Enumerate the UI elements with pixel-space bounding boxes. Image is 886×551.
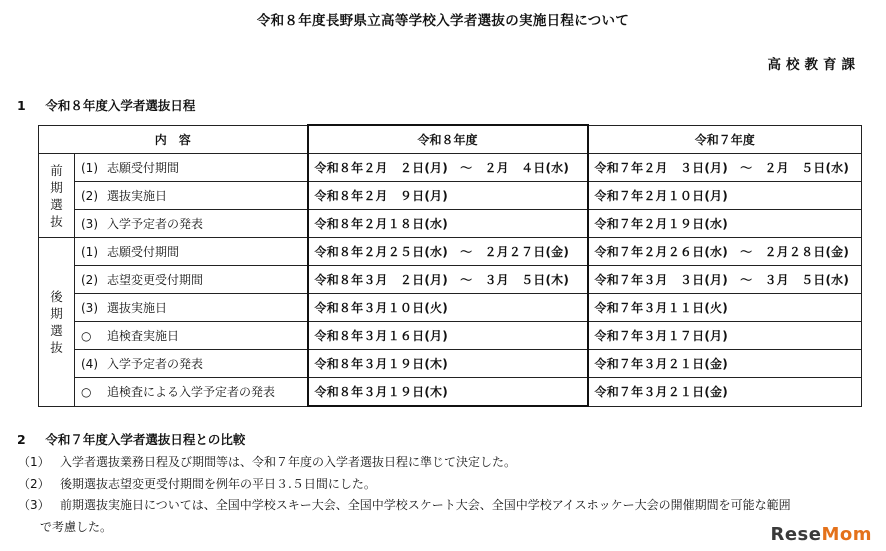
row-r8-date: 令和８年３月 ２日(月) ～ ３月 ５日(木)	[308, 266, 588, 294]
row-item: (4) 入学予定者の発表	[75, 350, 308, 378]
row-r8-date: 令和８年３月１６日(月)	[308, 322, 588, 350]
row-r8-date: 令和８年３月１０日(火)	[308, 294, 588, 322]
row-r7-date: 令和７年３月１１日(火)	[588, 294, 862, 322]
row-r7-date: 令和７年３月１７日(月)	[588, 322, 862, 350]
schedule-table	[38, 124, 862, 407]
row-r7-date: 令和７年２月 ３日(月) ～ ２月 ５日(水)	[588, 154, 862, 182]
table-row	[39, 322, 862, 350]
row-item: ○ 追検査実施日	[75, 322, 308, 350]
table-row	[39, 266, 862, 294]
header-r8: 令和８年度	[308, 125, 588, 154]
section-2-title: 令和７年度入学者選抜日程との比較	[45, 432, 246, 447]
comparison-notes	[18, 452, 868, 538]
row-item: (1) 志願受付期間	[75, 238, 308, 266]
row-r7-date: 令和７年２月２６日(水) ～ ２月２８日(金)	[588, 238, 862, 266]
row-r7-date: 令和７年２月１９日(水)	[588, 210, 862, 238]
note-item	[18, 474, 868, 496]
row-item: (1) 志願受付期間	[75, 154, 308, 182]
table-row	[39, 154, 862, 182]
row-r7-date: 令和７年３月２１日(金)	[588, 350, 862, 378]
note-text: 後期選抜志望変更受付期間を例年の平日３.５日間にした。	[60, 476, 376, 491]
row-r8-date: 令和８年２月２５日(水) ～ ２月２７日(金)	[308, 238, 588, 266]
table-row	[39, 378, 862, 407]
row-item: (3) 入学予定者の発表	[75, 210, 308, 238]
section-2-heading	[17, 430, 245, 448]
page-title: 令和８年度長野県立高等学校入学者選抜の実施日程について	[256, 13, 630, 29]
row-r8-date: 令和８年２月 ９日(月)	[308, 182, 588, 210]
note-number: （1）	[18, 455, 50, 469]
row-r8-date: 令和８年２月１８日(水)	[308, 210, 588, 238]
resemom-logo: ReseMom	[770, 524, 872, 545]
note-continuation: で考慮した。	[40, 519, 113, 534]
note-item	[18, 495, 868, 517]
note-text: 前期選抜実施日については、全国中学校スキー大会、全国中学校スケート大会、全国中学校アイスホッケー大会の開催期間を可能な範囲	[60, 498, 791, 512]
table-row	[39, 210, 862, 238]
row-item: (2) 選抜実施日	[75, 182, 308, 210]
row-r7-date: 令和７年３月２１日(金)	[588, 378, 862, 407]
row-r8-date: 令和８年３月１９日(木)	[308, 350, 588, 378]
group-label-early: 前 期 選 抜	[39, 154, 75, 238]
note-text: 入学者選抜業務日程及び期間等は、令和７年度の入学者選抜日程に準じて決定した。	[60, 455, 517, 469]
table-row	[39, 350, 862, 378]
table-row	[39, 294, 862, 322]
section-2-number: 2	[17, 432, 26, 447]
table-row	[39, 238, 862, 266]
header-content: 内 容	[39, 125, 308, 154]
row-item: (3) 選抜実施日	[75, 294, 308, 322]
row-r7-date: 令和７年２月１０日(月)	[588, 182, 862, 210]
section-1-heading	[17, 96, 195, 114]
header-r7: 令和７年度	[588, 125, 862, 154]
row-r8-date: 令和８年２月 ２日(月) ～ ２月 ４日(水)	[308, 154, 588, 182]
row-item: ○ 追検査による入学予定者の発表	[75, 378, 308, 407]
note-number: （3）	[18, 498, 50, 512]
table-header-row	[39, 125, 862, 154]
row-item: (2) 志望変更受付期間	[75, 266, 308, 294]
row-r8-date: 令和８年３月１９日(木)	[308, 378, 588, 407]
section-1-title: 令和８年度入学者選抜日程	[45, 98, 196, 113]
note-item	[18, 452, 868, 474]
group-label-late: 後 期 選 抜	[39, 238, 75, 407]
section-1-number: 1	[17, 98, 26, 113]
department-name: 高校教育課	[767, 57, 860, 73]
row-r7-date: 令和７年３月 ３日(月) ～ ３月 ５日(水)	[588, 266, 862, 294]
note-number: （2）	[18, 476, 50, 491]
table-row	[39, 182, 862, 210]
